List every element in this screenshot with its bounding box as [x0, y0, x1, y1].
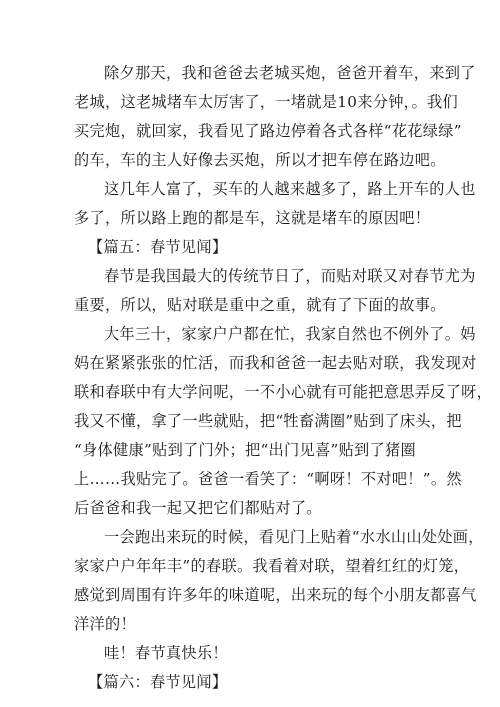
paragraph-line: 感觉到周围有许多年的味道呢，出来玩的每个小朋友都喜气 — [74, 586, 477, 604]
paragraph-line: 哇！春节真快乐！ — [104, 644, 228, 662]
paragraph-line: 一会跑出来玩的时候，看见门上贴着“水水山山处处画， — [104, 528, 484, 546]
paragraph-line: 洋洋的！ — [74, 615, 136, 633]
paragraph-line: 妈在紧紧张张的忙活，而我和爸爸一起去贴对联，我发现对 — [74, 354, 477, 372]
paragraph-line: 大年三十，家家户户都在忙，我家自然也不例外了。妈 — [104, 325, 476, 343]
paragraph-line: “身体健康”贴到了门外；把“出门见喜”贴到了猪圈 — [74, 441, 417, 459]
paragraph-line: 家家户户年年丰”的春联。我看着对联，望着红红的灯笼， — [74, 557, 470, 575]
paragraph-line: 春节是我国最大的传统节日了，而贴对联又对春节尤为 — [104, 267, 476, 285]
paragraph-line: 这几年人富了，买车的人越来越多了，路上开车的人也 — [104, 180, 476, 198]
paragraph-line: 的车，车的主人好像去买炮，所以才把车停在路边吧。 — [74, 151, 446, 169]
section-heading: 【篇六：春节见闻】 — [88, 673, 228, 691]
paragraph-line: 老城，这老城堵车太厉害了，一堵就是10来分钟，。我们 — [74, 93, 459, 111]
section-heading: 【篇五：春节见闻】 — [88, 238, 228, 256]
paragraph-line: 联和春联中有大学问呢，一不小心就有可能把意思弄反了呀， — [74, 383, 493, 401]
paragraph-line: 多了，所以路上跑的都是车，这就是堵车的原因吧！ — [74, 209, 431, 227]
paragraph-line: 重要，所以，贴对联是重中之重，就有了下面的故事。 — [74, 296, 446, 314]
paragraph-line: 我又不懂，拿了一些就贴，把“牲畜满圈”贴到了床头，把 — [74, 412, 462, 430]
paragraph-line: 除夕那天，我和爸爸去老城买炮，爸爸开着车，来到了 — [104, 64, 476, 82]
paragraph-line: 买完炮，就回家，我看见了路边停着各式各样“花花绿绿” — [74, 122, 462, 140]
paragraph-line: 上……我贴完了。爸爸一看笑了：“啊呀！不对吧！”。然 — [74, 470, 462, 488]
paragraph-line: 后爸爸和我一起又把它们都贴对了。 — [74, 499, 322, 517]
